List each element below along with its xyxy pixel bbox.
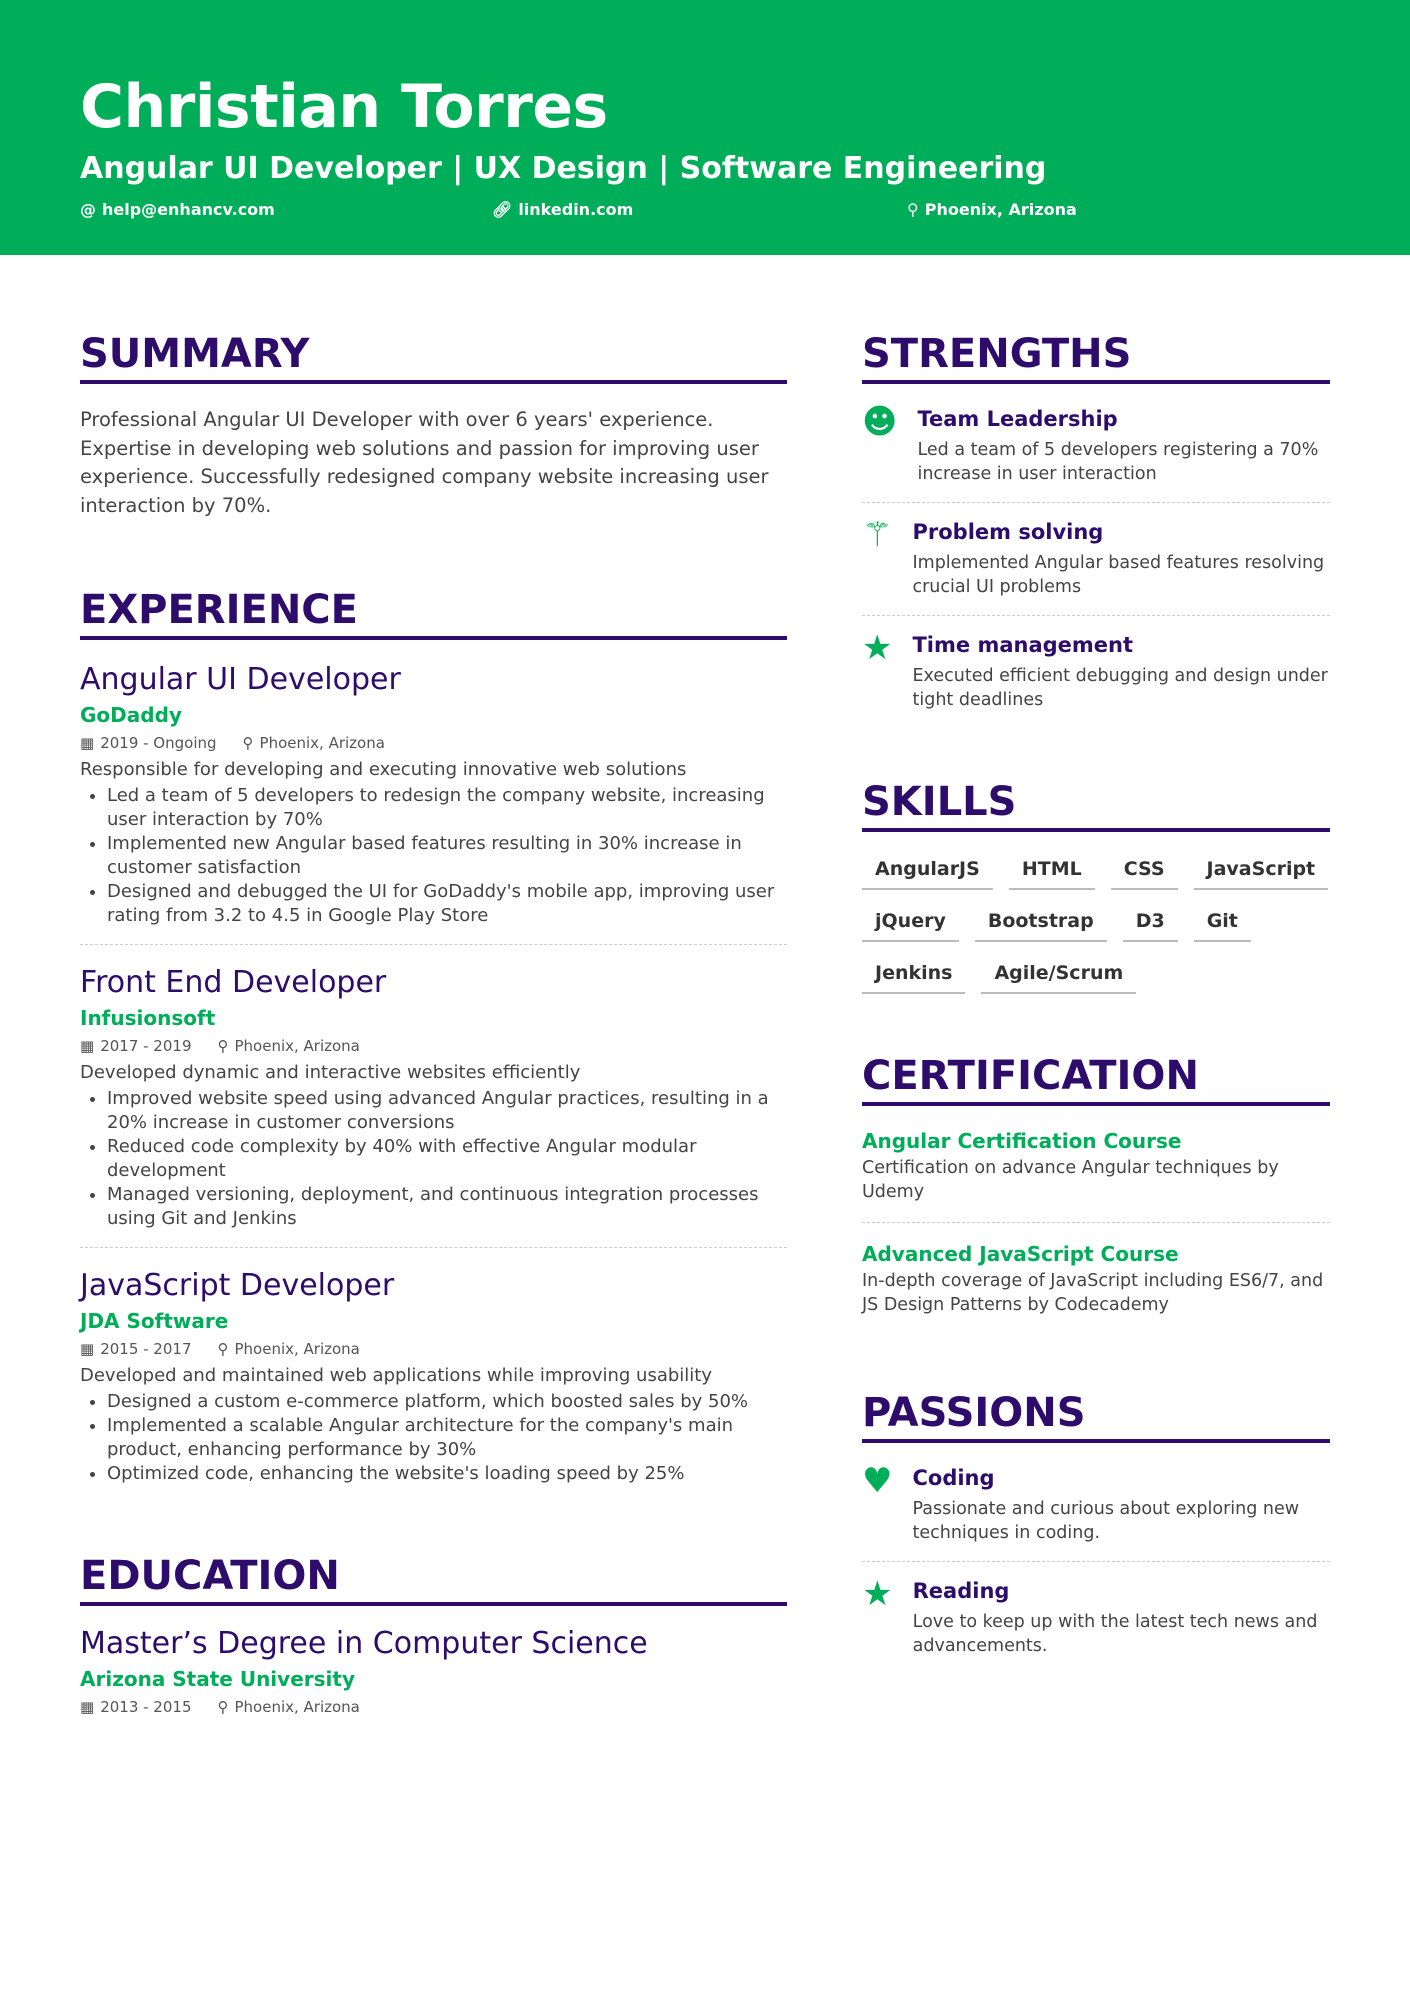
location-pin-icon: ⚲ bbox=[217, 1698, 229, 1717]
calendar-icon: ▦ bbox=[80, 1698, 95, 1717]
certification-title: Advanced JavaScript Course bbox=[862, 1242, 1179, 1266]
location: Phoenix, Arizona bbox=[234, 1340, 360, 1359]
certification-title: Angular Certification Course bbox=[862, 1129, 1182, 1153]
job-bullets bbox=[107, 1390, 787, 1486]
at-icon: @ bbox=[80, 200, 96, 219]
skill-tag: CSS bbox=[1111, 852, 1178, 890]
bullet: • Implemented new Angular based features resulting in 30% increase in customer satisfaction bbox=[107, 832, 787, 880]
dates: 2019 - Ongoing bbox=[100, 734, 217, 753]
dates: 2017 - 2019 bbox=[100, 1037, 192, 1056]
job-entry bbox=[80, 944, 787, 1247]
bullet: • Led a team of 5 developers to redesign the company website, increasing user interaction by 70% bbox=[107, 784, 787, 832]
company: GoDaddy bbox=[80, 703, 182, 728]
skill-tag: jQuery bbox=[862, 904, 959, 942]
skills-list bbox=[862, 852, 1330, 994]
magic-wand-icon: ⚚ bbox=[862, 515, 893, 555]
skills-heading: SKILLS bbox=[862, 778, 1330, 832]
bullet: • Designed and debugged the UI for GoDaddy's mobile app, improving user rating from 3.2 to 4.5 in Google Play Store bbox=[107, 880, 787, 928]
calendar-icon: ▦ bbox=[80, 1037, 95, 1056]
location: Phoenix, Arizona bbox=[234, 1698, 360, 1717]
certification-heading: CERTIFICATION bbox=[862, 1052, 1330, 1106]
experience-list bbox=[80, 660, 787, 1502]
education-heading: EDUCATION bbox=[80, 1552, 787, 1606]
skill-tag: Agile/Scrum bbox=[981, 956, 1136, 994]
skill-tag: Jenkins bbox=[862, 956, 965, 994]
skill-tag: Git bbox=[1194, 904, 1251, 942]
bullet: • Managed versioning, deployment, and continuous integration processes using Git and Jenkins bbox=[107, 1183, 787, 1231]
bullet: • Reduced code complexity by 40% with effective Angular modular development bbox=[107, 1135, 787, 1183]
candidate-subtitle: Angular UI Developer | UX Design | Software Engineering bbox=[80, 151, 1047, 186]
strengths-title: Problem solving bbox=[912, 520, 1104, 544]
location-pin-icon: ⚲ bbox=[217, 1037, 229, 1056]
strengths-list bbox=[862, 390, 1330, 728]
bullet: • Optimized code, enhancing the website's loading speed by 25% bbox=[107, 1462, 787, 1486]
job-description: Responsible for developing and executing innovative web solutions bbox=[80, 759, 687, 781]
link-text: linkedin.com bbox=[518, 200, 634, 219]
dates: 2015 - 2017 bbox=[100, 1340, 192, 1359]
location: Phoenix, Arizona bbox=[259, 734, 385, 753]
passions-item bbox=[862, 1561, 1330, 1674]
summary-text: Professional Angular UI Developer with over 6 years' experience. Expertise in developing web solutions and passion for improving user experience. Successfully redesigned company website increasing user interaction by 70%. bbox=[80, 408, 769, 517]
head-icon: ☻ bbox=[862, 402, 898, 442]
location-pin-icon: ⚲ bbox=[907, 200, 919, 219]
passions-list bbox=[862, 1449, 1330, 1674]
left-column bbox=[80, 330, 787, 1720]
bullet: • Implemented a scalable Angular architecture for the company's main product, enhancing performance by 30% bbox=[107, 1414, 787, 1462]
passions-description: Passionate and curious about exploring new techniques in coding. bbox=[912, 1499, 1300, 1543]
degree: Master’s Degree in Computer Science bbox=[80, 1626, 648, 1662]
email-text: help@enhancv.com bbox=[102, 200, 275, 219]
strengths-heading: STRENGTHS bbox=[862, 330, 1330, 384]
location-pin-icon: ⚲ bbox=[217, 1340, 229, 1359]
skill-tag: Bootstrap bbox=[975, 904, 1107, 942]
strengths-title: Time management bbox=[912, 633, 1134, 657]
dates: 2013 - 2015 bbox=[100, 1698, 192, 1717]
education-meta bbox=[80, 1694, 787, 1720]
job-title: JavaScript Developer bbox=[80, 1268, 395, 1304]
skill-tag: HTML bbox=[1009, 852, 1095, 890]
star-icon: ★ bbox=[862, 628, 893, 668]
calendar-icon: ▦ bbox=[80, 734, 95, 753]
location: Phoenix, Arizona bbox=[234, 1037, 360, 1056]
bullet: • Improved website speed using advanced Angular practices, resulting in a 20% increase in customer conversions bbox=[107, 1087, 787, 1135]
contact-email[interactable] bbox=[80, 200, 275, 219]
job-entry bbox=[80, 1247, 787, 1502]
strengths-description: Implemented Angular based features resolving crucial UI problems bbox=[912, 553, 1325, 597]
contact-link[interactable] bbox=[492, 200, 633, 219]
strengths-description: Executed efficient debugging and design under tight deadlines bbox=[912, 666, 1328, 710]
contact-location bbox=[907, 200, 1077, 219]
location-pin-icon: ⚲ bbox=[242, 734, 254, 753]
certification-description: In-depth coverage of JavaScript including ES6/7, and JS Design Patterns by Codecademy bbox=[862, 1271, 1324, 1315]
strengths-item bbox=[862, 390, 1330, 502]
strengths-item bbox=[862, 615, 1330, 728]
company: Infusionsoft bbox=[80, 1006, 216, 1031]
calendar-icon: ▦ bbox=[80, 1340, 95, 1359]
education-entry bbox=[80, 1624, 787, 1720]
passions-title: Coding bbox=[912, 1466, 995, 1490]
job-meta bbox=[80, 730, 787, 756]
summary-heading: SUMMARY bbox=[80, 330, 787, 384]
bullet: • Designed a custom e-commerce platform, which boosted sales by 50% bbox=[107, 1390, 787, 1414]
link-icon: 🔗︎ bbox=[492, 200, 513, 219]
job-description: Developed and maintained web applications while improving usability bbox=[80, 1365, 713, 1387]
skill-tag: AngularJS bbox=[862, 852, 993, 890]
skill-tag: D3 bbox=[1123, 904, 1178, 942]
location-text: Phoenix, Arizona bbox=[924, 200, 1077, 219]
heart-icon: ♥ bbox=[862, 1461, 893, 1501]
passions-description: Love to keep up with the latest tech news and advancements. bbox=[912, 1612, 1318, 1656]
certification-list bbox=[862, 1110, 1330, 1335]
strengths-item bbox=[862, 502, 1330, 615]
passions-title: Reading bbox=[912, 1579, 1010, 1603]
job-bullets bbox=[107, 784, 787, 928]
right-column bbox=[862, 330, 1330, 1674]
strengths-description: Led a team of 5 developers registering a 70% increase in user interaction bbox=[917, 440, 1319, 484]
skill-tag: JavaScript bbox=[1194, 852, 1329, 890]
experience-heading: EXPERIENCE bbox=[80, 586, 787, 640]
job-title: Angular UI Developer bbox=[80, 662, 401, 698]
job-meta bbox=[80, 1336, 787, 1362]
certification-item bbox=[862, 1222, 1330, 1335]
header bbox=[0, 0, 1410, 255]
passions-item bbox=[862, 1449, 1330, 1561]
job-description: Developed dynamic and interactive websites efficiently bbox=[80, 1062, 581, 1084]
strengths-title: Team Leadership bbox=[917, 407, 1118, 431]
certification-description: Certification on advance Angular techniques by Udemy bbox=[862, 1158, 1279, 1202]
job-title: Front End Developer bbox=[80, 965, 387, 1001]
school: Arizona State University bbox=[80, 1667, 355, 1692]
job-bullets bbox=[107, 1087, 787, 1231]
job-entry bbox=[80, 660, 787, 944]
company: JDA Software bbox=[80, 1309, 229, 1334]
candidate-name: Christian Torres bbox=[80, 72, 608, 142]
passions-heading: PASSIONS bbox=[862, 1389, 1330, 1443]
star-icon: ★ bbox=[862, 1574, 893, 1614]
certification-item bbox=[862, 1110, 1330, 1222]
job-meta bbox=[80, 1033, 787, 1059]
